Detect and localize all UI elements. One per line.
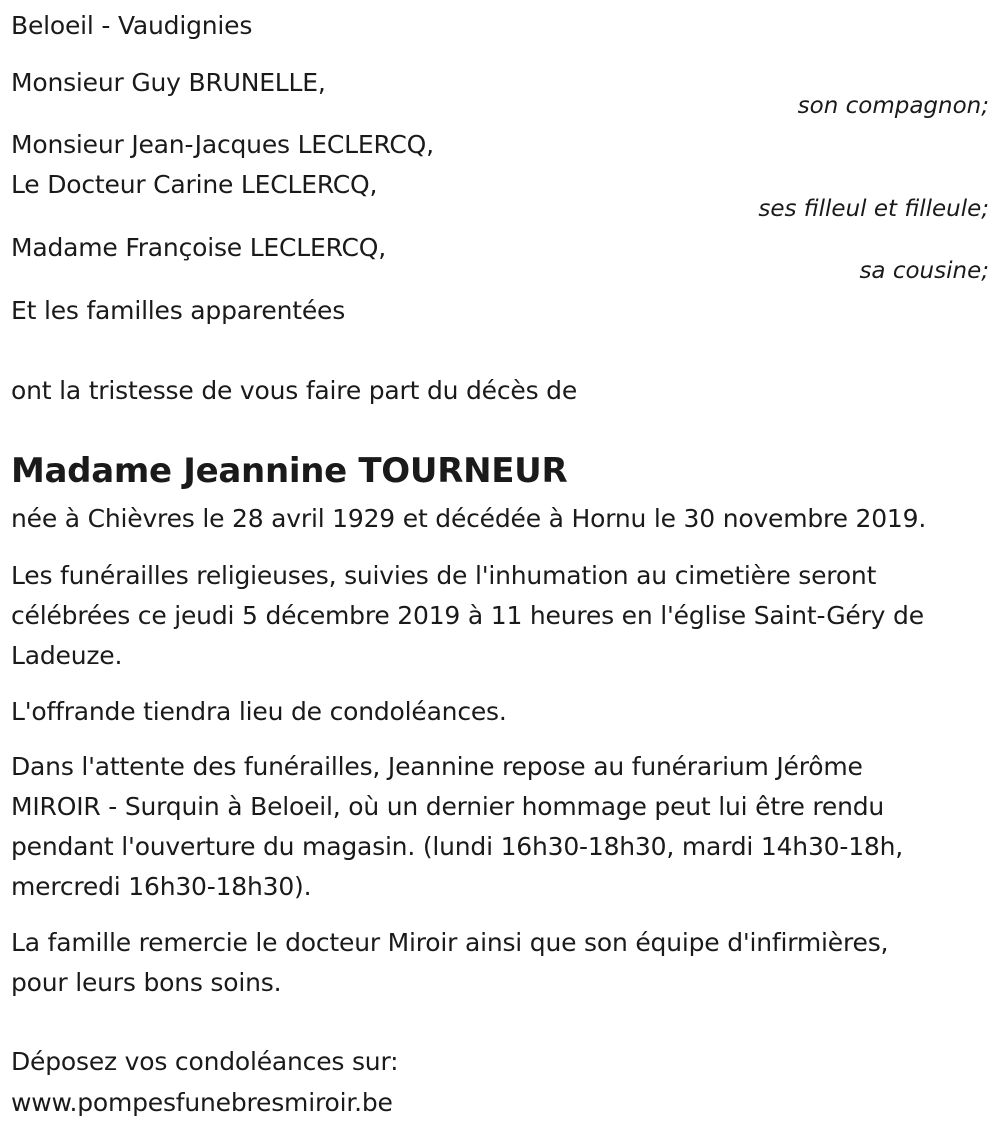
- visitation-paragraph-line: MIROIR - Surquin à Beloeil, où un dernier hommage peut lui être rendu: [11, 792, 885, 821]
- visitation-paragraph-line: mercredi 16h30-18h30).: [11, 872, 312, 901]
- deceased-name: Madame Jeannine TOURNEUR: [11, 451, 568, 491]
- condolences-url[interactable]: www.pompesfunebresmiroir.be: [11, 1088, 393, 1117]
- family-member-relation: ses filleul et filleule;: [758, 196, 989, 222]
- family-member-name: Le Docteur Carine LECLERCQ,: [11, 170, 378, 199]
- funeral-paragraph-line: célébrées ce jeudi 5 décembre 2019 à 11 heures en l'église Saint-Géry de: [11, 601, 924, 630]
- family-member-name: Monsieur Jean-Jacques LECLERCQ,: [11, 130, 434, 159]
- family-member-name: Madame Françoise LECLERCQ,: [11, 233, 387, 262]
- thanks-paragraph-line: pour leurs bons soins.: [11, 968, 282, 997]
- family-member-name: Et les familles apparentées: [11, 296, 346, 325]
- deceased-dates: née à Chièvres le 28 avril 1929 et décédée à Hornu le 30 novembre 2019.: [11, 504, 927, 533]
- offering-paragraph-line: L'offrande tiendra lieu de condoléances.: [11, 697, 507, 726]
- thanks-paragraph-line: La famille remercie le docteur Miroir ainsi que son équipe d'infirmières,: [11, 928, 889, 957]
- funeral-paragraph-line: Ladeuze.: [11, 641, 123, 670]
- family-member-name: Monsieur Guy BRUNELLE,: [11, 68, 326, 97]
- family-member-relation: sa cousine;: [859, 258, 989, 284]
- location-heading: Beloeil - Vaudignies: [11, 11, 253, 40]
- funeral-paragraph-line: Les funérailles religieuses, suivies de l'inhumation au cimetière seront: [11, 561, 877, 590]
- family-member-relation: son compagnon;: [797, 93, 989, 119]
- visitation-paragraph-line: pendant l'ouverture du magasin. (lundi 16h30-18h30, mardi 14h30-18h,: [11, 832, 903, 861]
- condolences-label: Déposez vos condoléances sur:: [11, 1047, 399, 1076]
- announcement-text: ont la tristesse de vous faire part du décès de: [11, 376, 578, 405]
- visitation-paragraph-line: Dans l'attente des funérailles, Jeannine repose au funérarium Jérôme: [11, 752, 863, 781]
